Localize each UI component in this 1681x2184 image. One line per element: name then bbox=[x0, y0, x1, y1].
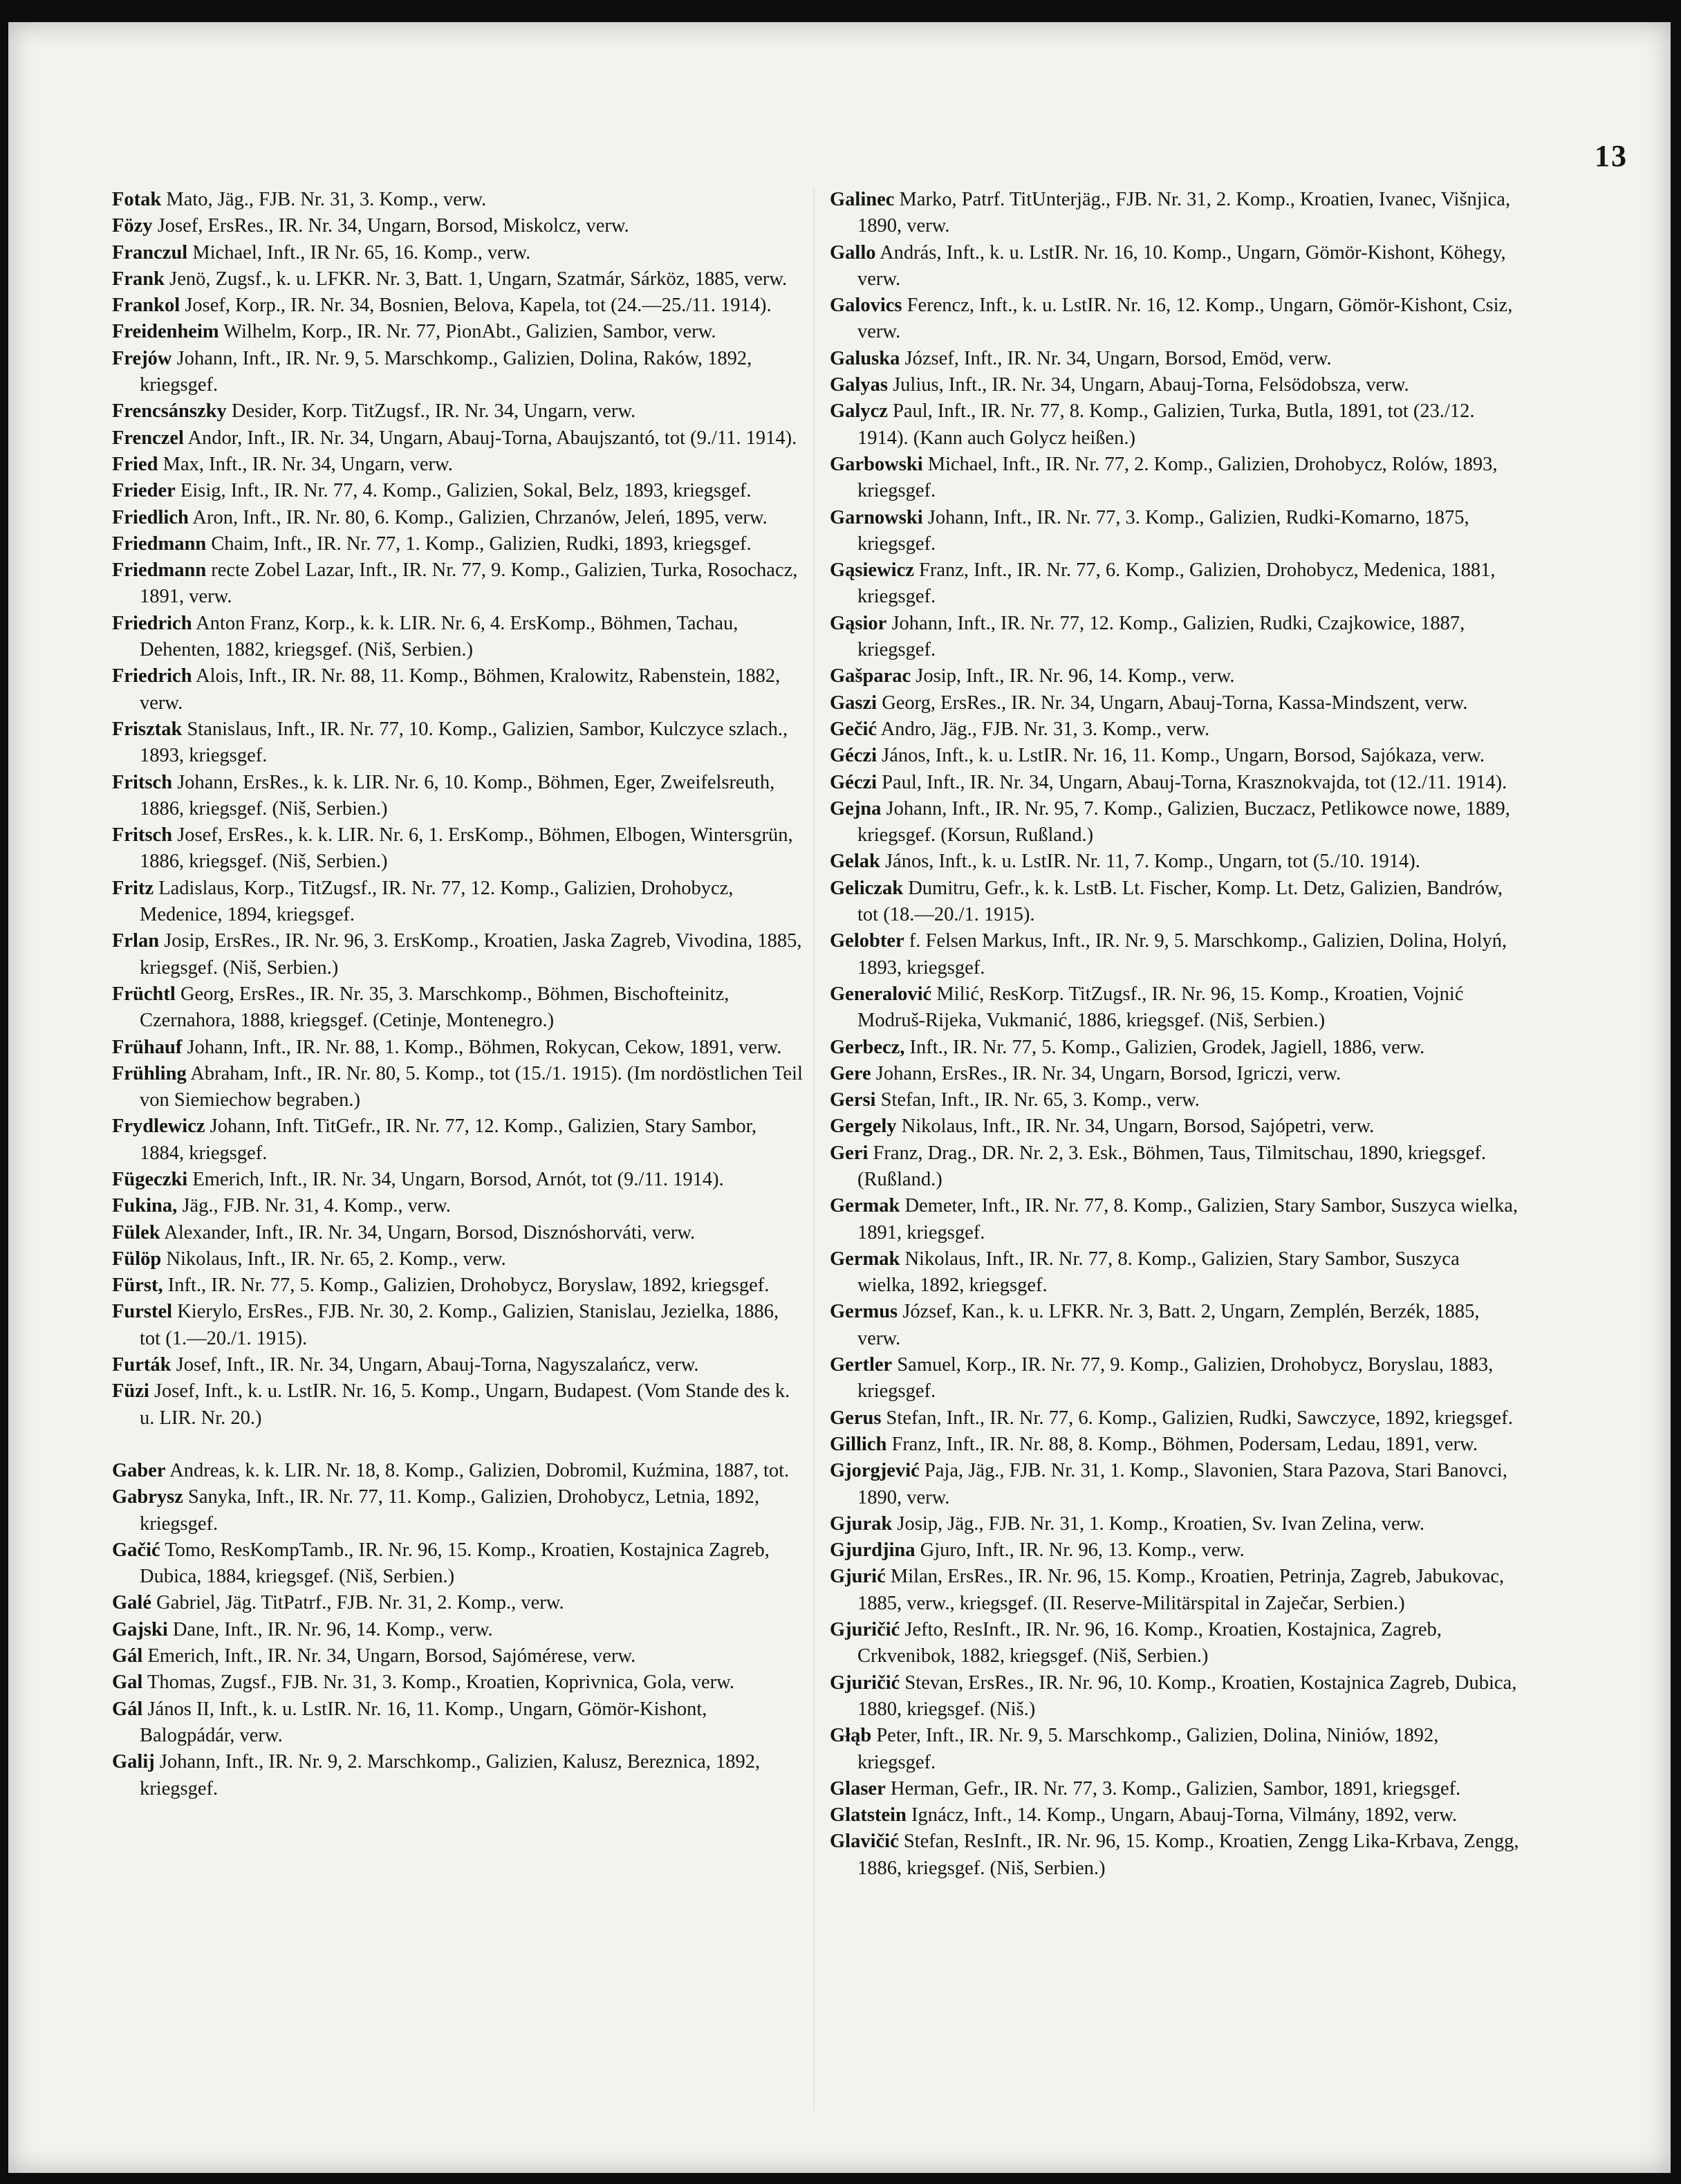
list-entry bbox=[830, 1432, 1521, 1458]
entry-details: Emerich, Inft., IR. Nr. 34, Ungarn, Borsod, Sajómérese, verw. bbox=[142, 1645, 636, 1667]
list-entry bbox=[830, 770, 1521, 796]
entry-details: Ferencz, Inft., k. u. LstIR. Nr. 16, 12. Komp., Ungarn, Gömör-Kishont, Csiz, verw. bbox=[857, 295, 1513, 343]
entry-details: Wilhelm, Korp., IR. Nr. 77, PionAbt., Galizien, Sambor, verw. bbox=[219, 321, 716, 343]
entry-surname: Gelobter bbox=[830, 930, 904, 952]
entry-surname: Frydlewicz bbox=[112, 1116, 205, 1138]
page-number: 13 bbox=[1595, 139, 1628, 173]
entry-details: Eisig, Inft., IR. Nr. 77, 4. Komp., Galizien, Sokal, Belz, 1893, kriegsgef. bbox=[175, 480, 752, 502]
entry-details: Inft., IR. Nr. 77, 5. Komp., Galizien, Grodek, Jagiell, 1886, verw. bbox=[904, 1036, 1425, 1058]
list-entry bbox=[830, 1670, 1521, 1723]
entry-details: Ladislaus, Korp., TitZugsf., IR. Nr. 77, 12. Komp., Galizien, Drohobycz, Medenice, 1894, kriegsgef. bbox=[140, 877, 734, 926]
entry-details: Alois, Inft., IR. Nr. 88, 11. Komp., Böhmen, Kralowitz, Rabenstein, 1882, verw. bbox=[140, 665, 781, 714]
entry-details: Stanislaus, Inft., IR. Nr. 77, 10. Komp., Galizien, Sambor, Kulczyce szlach., 1893, kriegsgef. bbox=[140, 718, 788, 767]
entry-details: Stefan, Inft., IR. Nr. 65, 3. Komp., verw. bbox=[875, 1089, 1200, 1111]
entry-details: Georg, ErsRes., IR. Nr. 35, 3. Marschkomp., Böhmen, Bischofteinitz, Czernahora, 1888, kriegsgef. (Cetinje, Montenegro.) bbox=[140, 983, 730, 1032]
list-entry bbox=[830, 876, 1521, 929]
entry-surname: Gerbecz, bbox=[830, 1036, 905, 1058]
entry-surname: Galij bbox=[112, 1751, 155, 1773]
list-entry bbox=[830, 372, 1521, 398]
entry-surname: Glavičić bbox=[830, 1831, 899, 1853]
entry-details: Andor, Inft., IR. Nr. 34, Ungarn, Abauj-Torna, Abaujszantó, tot (9./11. 1914). bbox=[183, 427, 797, 449]
entry-details: Ignácz, Inft., 14. Komp., Ungarn, Abauj-Torna, Vilmány, 1892, verw. bbox=[906, 1804, 1458, 1826]
entry-surname: Fözy bbox=[112, 215, 153, 237]
entry-surname: Gaber bbox=[112, 1459, 166, 1481]
entry-surname: Gašparac bbox=[830, 665, 911, 687]
entry-details: Paul, Inft., IR. Nr. 77, 8. Komp., Galizien, Turka, Butla, 1891, tot (23./12. 1914). (Kann auch Golycz heißen.) bbox=[857, 400, 1475, 449]
entry-surname: Gabrysz bbox=[112, 1486, 183, 1508]
entry-surname: Garnowski bbox=[830, 506, 923, 528]
entry-surname: Galinec bbox=[830, 189, 895, 210]
entry-surname: Füzi bbox=[112, 1380, 149, 1403]
list-entry bbox=[830, 743, 1521, 769]
entry-surname: Fürst, bbox=[112, 1275, 163, 1297]
list-entry bbox=[112, 1643, 804, 1669]
entry-surname: Galuska bbox=[830, 347, 900, 369]
entry-details: Franz, Drag., DR. Nr. 2, 3. Esk., Böhmen, Taus, Tilmitschau, 1890, kriegsgef. (Rußland.) bbox=[857, 1142, 1486, 1190]
list-entry bbox=[830, 981, 1521, 1035]
entry-surname: Gál bbox=[112, 1698, 143, 1720]
entry-details: Aron, Inft., IR. Nr. 80, 6. Komp., Galizien, Chrzanów, Jeleń, 1895, verw. bbox=[188, 506, 768, 528]
list-entry bbox=[830, 398, 1521, 452]
entry-surname: Gąsior bbox=[830, 612, 887, 634]
list-entry bbox=[112, 1220, 804, 1246]
list-entry bbox=[112, 928, 804, 981]
list-entry bbox=[830, 557, 1521, 611]
entry-details: Dane, Inft., IR. Nr. 96, 14. Komp., verw. bbox=[167, 1618, 493, 1640]
list-entry bbox=[830, 1087, 1521, 1113]
entry-surname: Gjuričić bbox=[830, 1672, 900, 1694]
entry-details: Emerich, Inft., IR. Nr. 34, Ungarn, Borsod, Arnót, tot (9./11. 1914). bbox=[187, 1168, 724, 1190]
entry-details: Anton Franz, Korp., k. k. LIR. Nr. 6, 4. ErsKomp., Böhmen, Tachau, Dehenten, 1882, kriegsgef. (Niš, Serbien.) bbox=[140, 612, 739, 661]
list-entry bbox=[112, 398, 804, 425]
entry-details: Julius, Inft., IR. Nr. 34, Ungarn, Abauj-Torna, Felsödobsza, verw. bbox=[887, 374, 1409, 396]
entry-details: Stevan, ErsRes., IR. Nr. 96, 10. Komp., Kroatien, Kostajnica Zagreb, Dubica, 1880, kriegsgef. (Niš.) bbox=[857, 1672, 1517, 1720]
entry-surname: Gersi bbox=[830, 1089, 876, 1111]
entry-surname: Frank bbox=[112, 268, 165, 290]
entry-surname: Frejów bbox=[112, 347, 172, 369]
entry-surname: Gjorgjević bbox=[830, 1460, 920, 1482]
entry-details: Andro, Jäg., FJB. Nr. 31, 3. Komp., verw. bbox=[877, 718, 1210, 740]
list-entry bbox=[830, 1035, 1521, 1061]
document-page bbox=[8, 22, 1671, 2173]
entry-surname: Galé bbox=[112, 1592, 151, 1614]
entry-details: Jefto, ResInft., IR. Nr. 96, 16. Komp., Kroatien, Kostajnica, Zagreb, Crkvenibok, 1882, kriegsgef. (Niš, Serbien.) bbox=[857, 1619, 1442, 1667]
entry-details: József, Kan., k. u. LFKR. Nr. 3, Batt. 2, Ungarn, Zemplén, Berzék, 1885, verw. bbox=[857, 1301, 1480, 1349]
entry-surname: Gečić bbox=[830, 718, 877, 740]
list-entry bbox=[830, 452, 1521, 505]
entry-details: Johann, Inft., IR. Nr. 95, 7. Komp., Galizien, Buczacz, Petlikowce nowe, 1889, kriegsgef. (Korsun, Rußland.) bbox=[857, 797, 1510, 846]
list-entry bbox=[112, 266, 804, 293]
entry-details: Andreas, k. k. LIR. Nr. 18, 8. Komp., Galizien, Dobromil, Kuźmina, 1887, tot. bbox=[165, 1459, 790, 1481]
entry-details: Josef, ErsRes., k. k. LIR. Nr. 6, 1. ErsKomp., Böhmen, Elbogen, Wintersgrün, 1886, kriegsgef. (Niš, Serbien.) bbox=[140, 824, 793, 873]
entry-details: János, Inft., k. u. LstIR. Nr. 16, 11. Komp., Ungarn, Borsod, Sajókaza, verw. bbox=[877, 745, 1485, 767]
entry-surname: Garbowski bbox=[830, 453, 923, 475]
entry-surname: Gjurak bbox=[830, 1512, 893, 1535]
entry-details: Milić, ResKorp. TitZugsf., IR. Nr. 96, 15. Komp., Kroatien, Vojnić Modruš-Rijeka, Vukmanić, 1886, kriegsgef. (Niš, Serbien.) bbox=[857, 983, 1464, 1032]
entry-surname: Friedlich bbox=[112, 506, 189, 528]
entry-details: Jäg., FJB. Nr. 31, 4. Komp., verw. bbox=[177, 1195, 451, 1217]
list-entry bbox=[112, 1696, 804, 1750]
list-entry bbox=[112, 716, 804, 770]
column-divider bbox=[813, 188, 815, 2111]
list-entry bbox=[112, 876, 804, 929]
entry-details: Franz, Inft., IR. Nr. 88, 8. Komp., Böhmen, Podersam, Ledau, 1891, verw. bbox=[886, 1433, 1478, 1455]
list-entry bbox=[830, 1299, 1521, 1352]
entry-details: Johann, Inft., IR. Nr. 77, 12. Komp., Galizien, Rudki, Czajkowice, 1887, kriegsgef. bbox=[857, 612, 1465, 661]
right-column bbox=[830, 187, 1521, 1882]
entry-surname: Geri bbox=[830, 1142, 869, 1164]
entry-details: Johann, Inft., IR. Nr. 9, 2. Marschkomp., Galizien, Kalusz, Bereznica, 1892, kriegsgef. bbox=[140, 1751, 761, 1799]
list-entry bbox=[112, 1246, 804, 1273]
list-entry bbox=[830, 1829, 1521, 1882]
entry-surname: Frühauf bbox=[112, 1036, 183, 1058]
entry-details: Dumitru, Gefr., k. k. LstB. Lt. Fischer, Komp. Lt. Detz, Galizien, Bandrów, tot (18.—20./1. 1915). bbox=[857, 877, 1503, 926]
entry-details: János II, Inft., k. u. LstIR. Nr. 16, 11. Komp., Ungarn, Gömör-Kishont, Balogpádár, verw. bbox=[140, 1698, 707, 1746]
entry-details: Samuel, Korp., IR. Nr. 77, 9. Komp., Galizien, Drohobycz, Boryslau, 1883, kriegsgef. bbox=[857, 1354, 1494, 1403]
entry-details: Jenö, Zugsf., k. u. LFKR. Nr. 3, Batt. 1, Ungarn, Szatmár, Sárköz, 1885, verw. bbox=[165, 268, 788, 290]
entry-details: Nikolaus, Inft., IR. Nr. 77, 8. Komp., Galizien, Stary Sambor, Suszyca wielka, 1892, kriegsgef. bbox=[857, 1248, 1460, 1297]
entry-details: Josip, Inft., IR. Nr. 96, 14. Komp., verw. bbox=[911, 665, 1235, 687]
entry-details: János, Inft., k. u. LstIR. Nr. 11, 7. Komp., Ungarn, tot (5./10. 1914). bbox=[880, 851, 1420, 873]
list-entry bbox=[112, 822, 804, 876]
entry-surname: Géczi bbox=[830, 771, 877, 793]
entry-details: Milan, ErsRes., IR. Nr. 96, 15. Komp., Kroatien, Petrinja, Zagreb, Jabukovac, 1885, verw., kriegsgef. (II. Reserve-Militärspital in Zaječar, Serbien.) bbox=[857, 1566, 1505, 1614]
entry-surname: Gal bbox=[112, 1672, 143, 1694]
list-entry bbox=[112, 1193, 804, 1219]
entry-details: Paja, Jäg., FJB. Nr. 31, 1. Komp., Slavonien, Stara Pazova, Stari Banovci, 1890, verw. bbox=[857, 1460, 1507, 1508]
list-entry bbox=[830, 1537, 1521, 1564]
list-entry bbox=[112, 1484, 804, 1537]
entry-details: Peter, Inft., IR. Nr. 9, 5. Marschkomp., Galizien, Dolina, Niniów, 1892, kriegsgef. bbox=[857, 1725, 1439, 1773]
list-entry bbox=[112, 319, 804, 345]
entry-details: Alexander, Inft., IR. Nr. 34, Ungarn, Borsod, Disznóshorváti, verw. bbox=[160, 1221, 696, 1243]
entry-details: Josip, ErsRes., IR. Nr. 96, 3. ErsKomp., Kroatien, Jaska Zagreb, Vivodina, 1885, kriegsgef. (Niš, Serbien.) bbox=[140, 930, 802, 979]
entry-surname: Galycz bbox=[830, 400, 888, 423]
entry-details: Herman, Gefr., IR. Nr. 77, 3. Komp., Galizien, Sambor, 1891, kriegsgef. bbox=[885, 1777, 1461, 1799]
entry-details: Josef, Inft., k. u. LstIR. Nr. 16, 5. Komp., Ungarn, Budapest. (Vom Stande des k. u. LIR. Nr. 20.) bbox=[140, 1380, 790, 1429]
entry-surname: Franczul bbox=[112, 241, 188, 263]
list-entry bbox=[112, 981, 804, 1035]
entry-details: Desider, Korp. TitZugsf., IR. Nr. 34, Ungarn, verw. bbox=[226, 400, 636, 423]
list-entry bbox=[112, 611, 804, 664]
entry-surname: Galyas bbox=[830, 374, 888, 396]
list-entry bbox=[830, 1405, 1521, 1432]
list-entry bbox=[112, 1458, 804, 1484]
entry-surname: Fritsch bbox=[112, 771, 173, 793]
entry-details: Johann, Inft., IR. Nr. 9, 5. Marschkomp., Galizien, Dolina, Raków, 1892, kriegsgef. bbox=[140, 347, 752, 396]
entry-surname: Frieder bbox=[112, 480, 176, 502]
entry-surname: Frankol bbox=[112, 295, 180, 317]
list-entry bbox=[112, 1113, 804, 1167]
list-entry bbox=[830, 611, 1521, 664]
list-entry bbox=[112, 1537, 804, 1591]
entry-details: Demeter, Inft., IR. Nr. 77, 8. Komp., Galizien, Stary Sambor, Suszyca wielka, 1891, kriegsgef. bbox=[857, 1195, 1518, 1243]
entry-details: Johann, ErsRes., IR. Nr. 34, Ungarn, Borsod, Igriczi, verw. bbox=[871, 1062, 1341, 1084]
entry-surname: Frühling bbox=[112, 1062, 187, 1084]
list-entry bbox=[830, 1723, 1521, 1776]
list-entry bbox=[830, 1617, 1521, 1670]
entry-surname: Friedmann bbox=[112, 533, 207, 555]
list-entry bbox=[112, 505, 804, 531]
entry-details: Marko, Patrf. TitUnterjäg., FJB. Nr. 31, 2. Komp., Kroatien, Ivanec, Višnjica, 1890, verw. bbox=[857, 189, 1511, 237]
entry-surname: Früchtl bbox=[112, 983, 176, 1005]
list-entry bbox=[112, 770, 804, 823]
list-entry bbox=[112, 240, 804, 266]
list-entry bbox=[112, 1035, 804, 1061]
list-entry bbox=[830, 716, 1521, 743]
entry-details: Michael, Inft., IR Nr. 65, 16. Komp., verw. bbox=[187, 241, 531, 263]
list-entry bbox=[112, 187, 804, 213]
entry-surname: Fritsch bbox=[112, 824, 173, 846]
list-entry bbox=[112, 1378, 804, 1432]
entry-surname: Fülöp bbox=[112, 1248, 162, 1270]
entry-surname: Friedmann bbox=[112, 559, 207, 582]
entry-surname: Friedrich bbox=[112, 665, 192, 687]
entry-surname: Gergely bbox=[830, 1116, 897, 1138]
list-entry bbox=[830, 293, 1521, 346]
entry-surname: Gaszi bbox=[830, 692, 877, 714]
entry-details: Johann, Inft., IR. Nr. 88, 1. Komp., Böhmen, Rokycan, Cekow, 1891, verw. bbox=[182, 1036, 782, 1058]
entry-surname: Germak bbox=[830, 1248, 900, 1270]
entry-details: Josip, Jäg., FJB. Nr. 31, 1. Komp., Kroatien, Sv. Ivan Zelina, verw. bbox=[892, 1512, 1424, 1535]
entry-surname: Glaser bbox=[830, 1777, 886, 1799]
list-entry bbox=[830, 1061, 1521, 1087]
list-entry bbox=[112, 1273, 804, 1299]
entry-details: f. Felsen Markus, Inft., IR. Nr. 9, 5. Marschkomp., Galizien, Dolina, Holyń, 1893, kriegsgef. bbox=[857, 930, 1507, 979]
entry-details: Nikolaus, Inft., IR. Nr. 65, 2. Komp., verw. bbox=[161, 1248, 506, 1270]
entry-surname: Fried bbox=[112, 453, 158, 475]
entry-surname: Furták bbox=[112, 1354, 171, 1376]
entry-details: Tomo, ResKompTamb., IR. Nr. 96, 15. Komp., Kroatien, Kostajnica Zagreb, Dubica, 1884, kriegsgef. (Niš, Serbien.) bbox=[140, 1539, 770, 1588]
entry-details: recte Zobel Lazar, Inft., IR. Nr. 77, 9. Komp., Galizien, Turka, Rosochacz, 1891, verw. bbox=[140, 559, 798, 608]
list-entry bbox=[830, 663, 1521, 690]
entry-details: Gjuro, Inft., IR. Nr. 96, 13. Komp., verw. bbox=[915, 1539, 1245, 1562]
entry-surname: Gere bbox=[830, 1062, 871, 1084]
list-entry bbox=[112, 531, 804, 557]
list-entry bbox=[112, 452, 804, 478]
list-entry bbox=[830, 1802, 1521, 1829]
entry-details: Abraham, Inft., IR. Nr. 80, 5. Komp., tot (15./1. 1915). (Im nordöstlichen Teil von Siemiechow begraben.) bbox=[140, 1062, 803, 1111]
entry-surname: Germus bbox=[830, 1301, 898, 1323]
list-entry bbox=[830, 1113, 1521, 1140]
list-entry bbox=[830, 1140, 1521, 1194]
list-entry bbox=[112, 425, 804, 452]
list-entry bbox=[830, 1458, 1521, 1511]
entry-surname: Gačić bbox=[112, 1539, 160, 1561]
entry-details: József, Inft., IR. Nr. 34, Ungarn, Borsod, Emöd, verw. bbox=[900, 347, 1332, 369]
entry-surname: Geliczak bbox=[830, 877, 904, 899]
entry-surname: Gelak bbox=[830, 851, 880, 873]
entry-surname: Gallo bbox=[830, 241, 876, 263]
entry-surname: Gajski bbox=[112, 1618, 168, 1640]
entry-details: András, Inft., k. u. LstIR. Nr. 16, 10. Komp., Ungarn, Gömör-Kishont, Köhegy, verw. bbox=[857, 241, 1506, 290]
entry-details: Franz, Inft., IR. Nr. 77, 6. Komp., Galizien, Drohobycz, Medenica, 1881, kriegsgef. bbox=[857, 559, 1496, 608]
entry-surname: Gjurić bbox=[830, 1566, 886, 1588]
entry-surname: Głąb bbox=[830, 1725, 872, 1747]
entry-details: Paul, Inft., IR. Nr. 34, Ungarn, Abauj-Torna, Krasznokvajda, tot (12./11. 1914). bbox=[877, 771, 1507, 793]
entry-surname: Géczi bbox=[830, 745, 877, 767]
entry-details: Mato, Jäg., FJB. Nr. 31, 3. Komp., verw. bbox=[161, 189, 487, 210]
list-entry bbox=[830, 1776, 1521, 1802]
entry-surname: Gál bbox=[112, 1645, 143, 1667]
entry-surname: Frencsánszky bbox=[112, 400, 227, 423]
entry-details: Stefan, ResInft., IR. Nr. 96, 15. Komp., Kroatien, Zengg Lika-Krbava, Zengg, 1886, kriegsgef. (Niš, Serbien.) bbox=[857, 1831, 1519, 1879]
entry-surname: Gejna bbox=[830, 797, 882, 820]
list-entry bbox=[112, 1617, 804, 1643]
list-entry bbox=[112, 293, 804, 319]
entry-details: Inft., IR. Nr. 77, 5. Komp., Galizien, Drohobycz, Boryslaw, 1892, kriegsgef. bbox=[162, 1275, 770, 1297]
entry-details: Josef, Korp., IR. Nr. 34, Bosnien, Belova, Kapela, tot (24.—25./11. 1914). bbox=[180, 295, 772, 317]
list-entry bbox=[112, 213, 804, 239]
list-entry bbox=[112, 1669, 804, 1696]
list-entry bbox=[112, 663, 804, 716]
left-column bbox=[112, 187, 804, 1802]
entry-details: Thomas, Zugsf., FJB. Nr. 31, 3. Komp., Kroatien, Koprivnica, Gola, verw. bbox=[142, 1672, 735, 1694]
entry-details: Kierylo, ErsRes., FJB. Nr. 30, 2. Komp., Galizien, Stanislau, Jezielka, 1886, tot (1.—20./1. 1915). bbox=[140, 1301, 779, 1349]
entry-surname: Gerus bbox=[830, 1407, 882, 1429]
entry-details: Nikolaus, Inft., IR. Nr. 34, Ungarn, Borsod, Sajópetri, verw. bbox=[896, 1116, 1375, 1138]
list-entry bbox=[112, 346, 804, 399]
entry-surname: Freidenheim bbox=[112, 321, 219, 343]
entry-surname: Gjuričić bbox=[830, 1619, 900, 1641]
entry-surname: Fritz bbox=[112, 877, 154, 899]
list-entry bbox=[830, 796, 1521, 849]
list-entry bbox=[112, 478, 804, 504]
entry-surname: Fukina, bbox=[112, 1195, 178, 1217]
entry-details: Johann, ErsRes., k. k. LIR. Nr. 6, 10. Komp., Böhmen, Eger, Zweifelsreuth, 1886, kriegsgef. (Niš, Serbien.) bbox=[140, 771, 775, 820]
entry-details: Sanyka, Inft., IR. Nr. 77, 11. Komp., Galizien, Drohobycz, Letnia, 1892, kriegsgef. bbox=[140, 1486, 760, 1535]
list-entry bbox=[112, 1352, 804, 1378]
list-entry bbox=[830, 187, 1521, 240]
list-entry bbox=[830, 346, 1521, 372]
list-entry bbox=[112, 1061, 804, 1114]
entry-surname: Gillich bbox=[830, 1433, 887, 1455]
entry-details: Josef, Inft., IR. Nr. 34, Ungarn, Abauj-Torna, Nagyszalańcz, verw. bbox=[171, 1354, 699, 1376]
list-entry bbox=[830, 690, 1521, 716]
entry-surname: Frlan bbox=[112, 930, 160, 952]
entry-details: Chaim, Inft., IR. Nr. 77, 1. Komp., Galizien, Rudki, 1893, kriegsgef. bbox=[206, 533, 752, 555]
entry-details: Josef, ErsRes., IR. Nr. 34, Ungarn, Borsod, Miskolcz, verw. bbox=[152, 215, 629, 237]
list-entry bbox=[830, 505, 1521, 558]
entry-surname: Generalović bbox=[830, 983, 932, 1005]
list-entry bbox=[112, 557, 804, 611]
list-entry bbox=[830, 240, 1521, 293]
entry-surname: Frenczel bbox=[112, 427, 184, 449]
entry-surname: Frisztak bbox=[112, 718, 183, 740]
entry-details: Georg, ErsRes., IR. Nr. 34, Ungarn, Abauj-Torna, Kassa-Mindszent, verw. bbox=[877, 692, 1468, 714]
list-entry bbox=[112, 1749, 804, 1802]
entry-details: Johann, Inft., IR. Nr. 77, 3. Komp., Galizien, Rudki-Komarno, 1875, kriegsgef. bbox=[857, 506, 1469, 555]
entry-surname: Glatstein bbox=[830, 1804, 907, 1826]
entry-details: Max, Inft., IR. Nr. 34, Ungarn, verw. bbox=[158, 453, 453, 475]
list-entry bbox=[112, 1299, 804, 1352]
entry-surname: Galovics bbox=[830, 295, 902, 317]
entry-surname: Gjurdjina bbox=[830, 1539, 916, 1562]
list-entry bbox=[830, 1511, 1521, 1537]
entry-surname: Germak bbox=[830, 1195, 900, 1217]
section-gap bbox=[112, 1432, 804, 1458]
entry-details: Michael, Inft., IR. Nr. 77, 2. Komp., Galizien, Drohobycz, Rolów, 1893, kriegsgef. bbox=[857, 453, 1498, 502]
list-entry bbox=[830, 1193, 1521, 1246]
entry-surname: Furstel bbox=[112, 1301, 173, 1323]
list-entry bbox=[830, 849, 1521, 875]
list-entry bbox=[112, 1167, 804, 1193]
entry-details: Johann, Inft. TitGefr., IR. Nr. 77, 12. Komp., Galizien, Stary Sambor, 1884, kriegsgef. bbox=[140, 1116, 757, 1164]
entry-surname: Gertler bbox=[830, 1354, 893, 1376]
list-entry bbox=[830, 1246, 1521, 1299]
entry-surname: Fügeczki bbox=[112, 1168, 188, 1190]
entry-details: Stefan, Inft., IR. Nr. 77, 6. Komp., Galizien, Rudki, Sawczyce, 1892, kriegsgef. bbox=[881, 1407, 1513, 1429]
list-entry bbox=[830, 1352, 1521, 1405]
list-entry bbox=[830, 928, 1521, 981]
list-entry bbox=[112, 1590, 804, 1616]
entry-surname: Gąsiewicz bbox=[830, 559, 914, 582]
entry-details: Gabriel, Jäg. TitPatrf., FJB. Nr. 31, 2. Komp., verw. bbox=[151, 1592, 564, 1614]
entry-surname: Fülek bbox=[112, 1221, 160, 1243]
entry-surname: Friedrich bbox=[112, 612, 192, 634]
list-entry bbox=[830, 1564, 1521, 1617]
entry-surname: Fotak bbox=[112, 189, 162, 210]
